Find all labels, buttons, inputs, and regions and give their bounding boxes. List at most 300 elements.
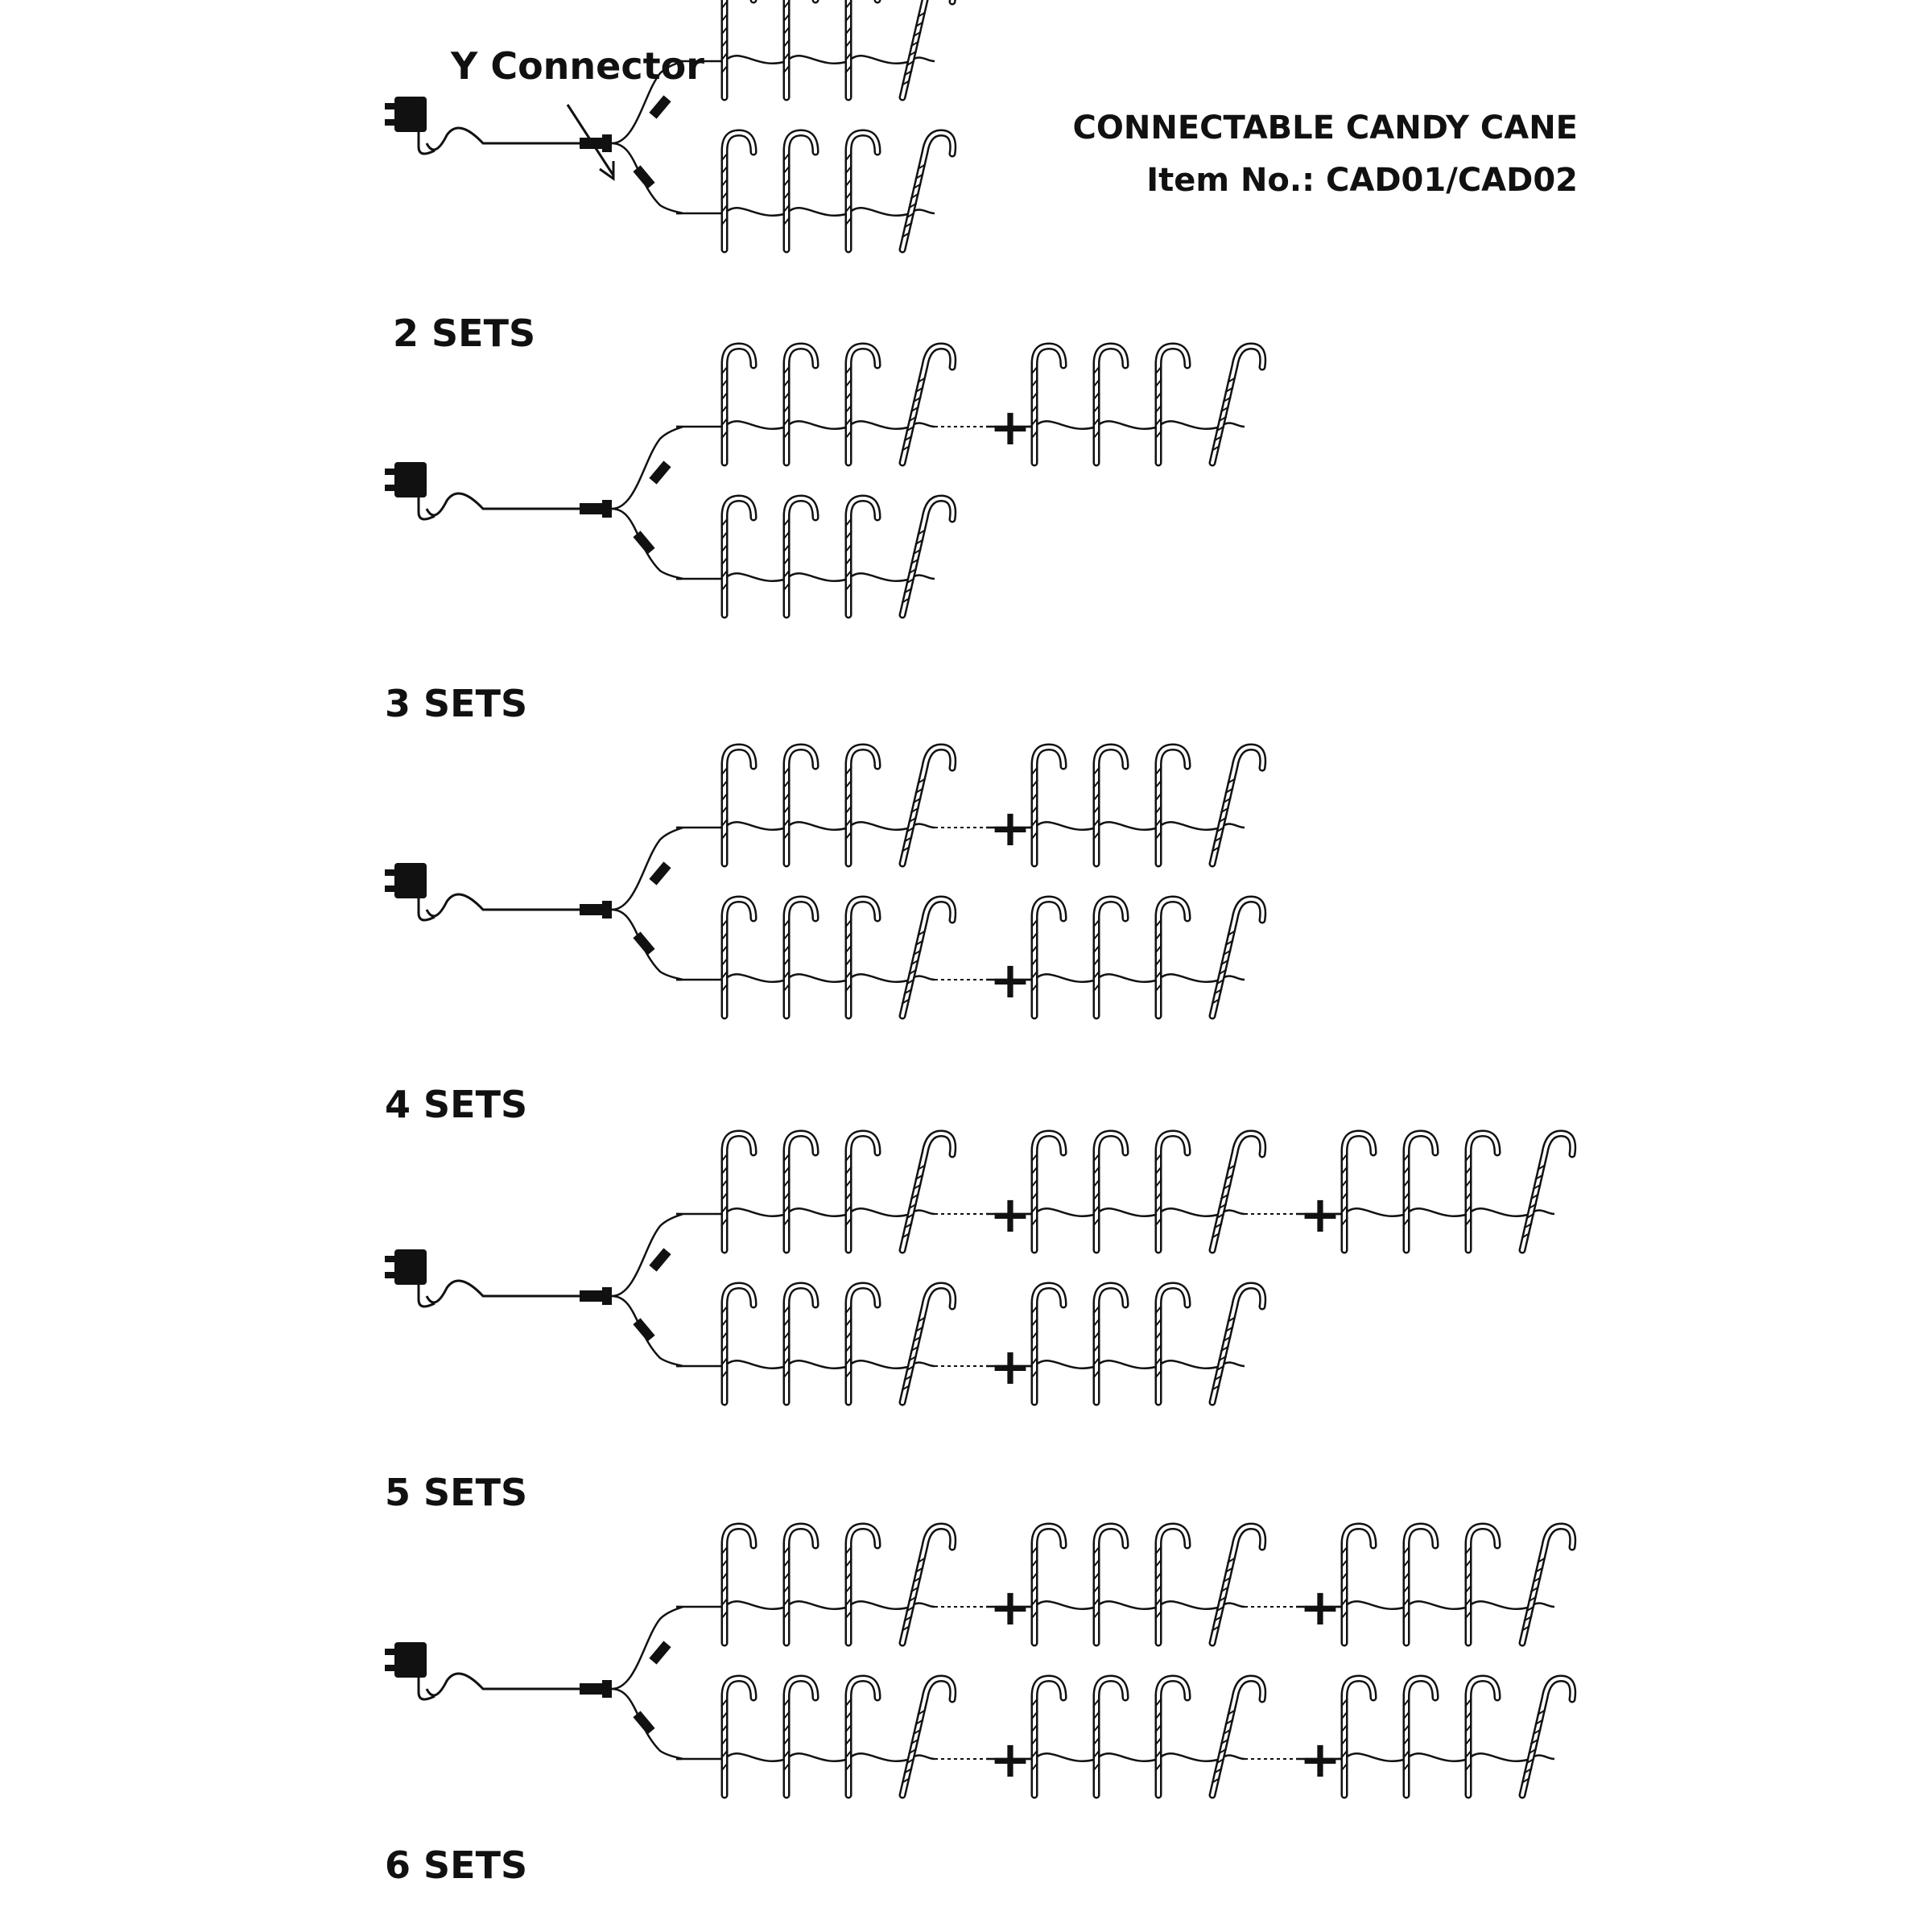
inline-connector [633, 1318, 654, 1341]
candy-cane-icon [1093, 1526, 1125, 1643]
candy-cane-fill [1034, 1526, 1063, 1643]
set-count-label: 2 SETS [393, 312, 536, 355]
inline-connector [633, 165, 654, 188]
y-connector-annotation [450, 44, 704, 179]
candy-cane-icon [845, 498, 877, 615]
candy-cane-outline [1406, 1678, 1435, 1795]
inline-connector [649, 861, 671, 885]
candy-cane-icon [1341, 1526, 1373, 1643]
candy-cane-outline [902, 1133, 953, 1250]
candy-cane-fill [1034, 1133, 1063, 1250]
candy-cane-outline [1034, 1526, 1063, 1643]
candy-cane-icon [1155, 747, 1187, 864]
inline-connector [633, 530, 654, 554]
y-connector-icon [580, 500, 612, 518]
candy-cane-fill [1096, 899, 1125, 1016]
candy-cane-outline [724, 1286, 753, 1402]
candy-cane-fill [1034, 899, 1063, 1016]
candy-cane-icon [1031, 899, 1063, 1016]
candy-cane-fill [1034, 747, 1063, 864]
candy-cane-outline [848, 747, 877, 864]
candy-cane-icon [1155, 346, 1187, 463]
candy-cane-set [676, 346, 987, 463]
adapter-prong [385, 119, 396, 126]
upper-branch [612, 0, 953, 143]
candy-cane-outline [1158, 1286, 1187, 1402]
candy-cane-outline [1096, 346, 1125, 463]
candy-cane-outline [902, 498, 953, 615]
candy-cane-fill [848, 899, 877, 1016]
title-block [1073, 109, 1578, 199]
candy-cane-outline [848, 346, 877, 463]
inline-connector [649, 460, 671, 484]
candy-cane-icon [783, 0, 815, 97]
candy-cane-icon [1212, 899, 1263, 1016]
candy-cane-outline [786, 498, 815, 615]
candy-cane-icon [1341, 1133, 1373, 1250]
adapter-prong [385, 886, 396, 892]
candy-cane-icon [845, 1526, 877, 1643]
candy-cane-fill [1034, 1286, 1063, 1402]
candy-cane-icon [721, 0, 753, 97]
candy-cane-outline [1096, 1526, 1125, 1643]
candy-cane-fill [1096, 346, 1125, 463]
candy-cane-outline [1212, 1133, 1263, 1250]
candy-cane-icon [1341, 1678, 1373, 1795]
candy-cane-icon [783, 133, 815, 250]
trunk-cable [427, 894, 580, 916]
candy-cane-outline [1096, 899, 1125, 1016]
adapter-body [394, 97, 427, 132]
candy-cane-icon [1521, 1526, 1573, 1643]
candy-cane-set [676, 498, 953, 615]
candy-cane-fill [724, 1678, 753, 1795]
inline-connector [633, 931, 654, 955]
candy-cane-fill [786, 1133, 815, 1250]
upper-branch [612, 1526, 1573, 1689]
candy-cane-icon [1212, 1133, 1263, 1250]
candy-cane-fill [786, 1286, 815, 1402]
candy-cane-fill [1096, 1678, 1125, 1795]
candy-cane-outline [848, 0, 877, 97]
set-wire [676, 56, 935, 64]
candy-cane-outline [848, 1678, 877, 1795]
candy-cane-fill [724, 0, 753, 97]
candy-cane-fill [848, 0, 877, 97]
set-wire [676, 1360, 935, 1368]
candy-cane-icon [1212, 747, 1263, 864]
candy-cane-fill [786, 346, 815, 463]
candy-cane-outline [786, 133, 815, 250]
candy-cane-icon [902, 747, 953, 864]
candy-cane-icon [783, 1526, 815, 1643]
candy-cane-fill [724, 1286, 753, 1402]
plus-connector-sign: + [1299, 1185, 1341, 1244]
set-wire [676, 974, 935, 982]
candy-cane-set [676, 1526, 987, 1643]
adapter-prong [385, 1256, 396, 1262]
candy-cane-icon [721, 747, 753, 864]
candy-cane-fill [786, 1526, 815, 1643]
candy-cane-fill [786, 133, 815, 250]
candy-cane-outline [1158, 899, 1187, 1016]
candy-cane-outline [1034, 1133, 1063, 1250]
candy-cane-outline [1096, 1286, 1125, 1402]
inline-connector [649, 95, 671, 118]
candy-cane-outline [1212, 346, 1263, 463]
candy-cane-fill [786, 899, 815, 1016]
lower-branch [612, 899, 1263, 1016]
title-line-2: Item No.: CAD01/CAD02 [1146, 162, 1578, 199]
candy-cane-fill [786, 0, 815, 97]
candy-cane-icon [1093, 1133, 1125, 1250]
candy-cane-icon [1031, 1133, 1063, 1250]
candy-cane-outline [724, 747, 753, 864]
candy-cane-icon [1465, 1133, 1497, 1250]
candy-cane-fill [786, 1678, 815, 1795]
candy-cane-fill [1158, 1133, 1187, 1250]
candy-cane-outline [1096, 747, 1125, 864]
candy-cane-icon [1155, 1133, 1187, 1250]
candy-cane-set [676, 899, 987, 1016]
candy-cane-set [676, 0, 953, 97]
candy-cane-outline [1406, 1133, 1435, 1250]
candy-cane-outline [1212, 899, 1263, 1016]
plus-connector-sign: + [1299, 1730, 1341, 1789]
candy-cane-outline [724, 899, 753, 1016]
set-wire [676, 822, 935, 830]
candy-cane-icon [845, 0, 877, 97]
upper-branch [612, 747, 1263, 910]
candy-cane-outline [724, 498, 753, 615]
plus-connector-sign: + [989, 1578, 1031, 1637]
candy-cane-icon [1155, 1678, 1187, 1795]
candy-cane-icon [1465, 1526, 1497, 1643]
candy-cane-outline [1034, 747, 1063, 864]
candy-cane-icon [721, 346, 753, 463]
plus-connector-sign: + [1299, 1578, 1341, 1637]
candy-cane-fill [848, 133, 877, 250]
candy-cane-fill [848, 498, 877, 615]
candy-cane-icon [721, 899, 753, 1016]
candy-cane-icon [783, 346, 815, 463]
connector-ring [602, 901, 612, 919]
set-wire [676, 1208, 935, 1216]
candy-cane-fill [848, 1678, 877, 1795]
candy-cane-icon [845, 133, 877, 250]
candy-cane-fill [786, 747, 815, 864]
candy-cane-outline [902, 1286, 953, 1402]
upper-branch [612, 1133, 1573, 1296]
y-connector-label: Y Connector [451, 44, 704, 88]
candy-cane-set [986, 1133, 1297, 1250]
set-count-label: 5 SETS [385, 1471, 528, 1514]
candy-cane-outline [724, 1678, 753, 1795]
candy-cane-icon [721, 1678, 753, 1795]
branch-cable [612, 1607, 682, 1689]
candy-cane-icon [783, 747, 815, 864]
candy-cane-fill [724, 747, 753, 864]
trunk-cable [427, 1281, 580, 1302]
candy-cane-icon [902, 1678, 953, 1795]
candy-cane-icon [783, 498, 815, 615]
candy-cane-set [676, 1133, 987, 1250]
plus-connector-sign: + [989, 951, 1031, 1009]
configuration-6-sets [385, 1526, 1573, 1887]
candy-cane-outline [786, 1286, 815, 1402]
candy-cane-icon [721, 1133, 753, 1250]
adapter-body [394, 1249, 427, 1285]
candy-cane-icon [783, 899, 815, 1016]
candy-cane-icon [721, 133, 753, 250]
candy-cane-icon [845, 1678, 877, 1795]
candy-cane-icon [783, 1678, 815, 1795]
candy-cane-outline [902, 1678, 953, 1795]
candy-cane-outline [1468, 1526, 1497, 1643]
candy-cane-fill [1158, 899, 1187, 1016]
lower-branch [612, 498, 953, 615]
set-count-label: 3 SETS [385, 682, 528, 725]
y-connector-icon [580, 901, 612, 919]
candy-cane-fill [724, 346, 753, 463]
candy-cane-outline [1522, 1678, 1573, 1795]
candy-cane-outline [1468, 1133, 1497, 1250]
candy-cane-outline [1158, 346, 1187, 463]
inline-connector [649, 1248, 671, 1271]
lower-branch [612, 1678, 1573, 1795]
candy-cane-set [676, 1678, 987, 1795]
candy-cane-outline [848, 899, 877, 1016]
candy-cane-outline [724, 1133, 753, 1250]
candy-cane-fill [724, 899, 753, 1016]
candy-cane-icon [1031, 1286, 1063, 1402]
candy-cane-fill [1096, 747, 1125, 864]
candy-cane-fill [1344, 1678, 1373, 1795]
candy-cane-icon [902, 346, 953, 463]
candy-cane-fill [1406, 1678, 1435, 1795]
candy-cane-outline [902, 1526, 953, 1643]
candy-cane-icon [1403, 1133, 1435, 1250]
candy-cane-icon [1521, 1133, 1573, 1250]
plus-connector-sign: + [989, 799, 1031, 857]
inline-connector [633, 1711, 654, 1734]
set-wire [676, 1753, 935, 1761]
plus-connector-sign: + [989, 1185, 1031, 1244]
candy-cane-outline [1158, 1133, 1187, 1250]
candy-cane-outline [848, 498, 877, 615]
candy-cane-icon [902, 1133, 953, 1250]
candy-cane-outline [1212, 747, 1263, 864]
candy-cane-fill [1158, 747, 1187, 864]
title-line-1: CONNECTABLE CANDY CANE [1072, 109, 1578, 147]
connector-ring [602, 1680, 612, 1698]
candy-cane-icon [1031, 1526, 1063, 1643]
candy-cane-icon [1031, 747, 1063, 864]
candy-cane-fill [1096, 1526, 1125, 1643]
candy-cane-outline [902, 0, 953, 97]
candy-cane-outline [1158, 1678, 1187, 1795]
candy-cane-icon [1521, 1678, 1573, 1795]
candy-cane-icon [1093, 899, 1125, 1016]
candy-cane-outline [786, 0, 815, 97]
candy-cane-icon [721, 1526, 753, 1643]
candy-cane-outline [902, 899, 953, 1016]
trunk-cable [427, 1674, 580, 1695]
candy-cane-outline [724, 346, 753, 463]
candy-cane-outline [1212, 1526, 1263, 1643]
candy-cane-outline [724, 0, 753, 97]
candy-cane-fill [1406, 1526, 1435, 1643]
configuration-4-sets [385, 747, 1263, 1126]
candy-cane-outline [1034, 899, 1063, 1016]
candy-cane-set [986, 1526, 1297, 1643]
candy-cane-icon [902, 133, 953, 250]
candy-cane-outline [1034, 1286, 1063, 1402]
set-count-label: 4 SETS [385, 1083, 528, 1126]
candy-cane-fill [1344, 1133, 1373, 1250]
adapter-prong [385, 869, 396, 876]
adapter-body [394, 1642, 427, 1678]
candy-cane-icon [902, 0, 953, 97]
candy-cane-outline [848, 1526, 877, 1643]
candy-cane-icon [902, 1286, 953, 1402]
candy-cane-icon [721, 1286, 753, 1402]
candy-cane-outline [1158, 1526, 1187, 1643]
candy-cane-outline [1344, 1133, 1373, 1250]
candy-cane-outline [1468, 1678, 1497, 1795]
candy-cane-outline [786, 747, 815, 864]
plus-connector-sign: + [989, 1730, 1031, 1789]
lower-branch [612, 1286, 1263, 1402]
plus-connector-sign: + [989, 1337, 1031, 1396]
candy-cane-fill [1034, 346, 1063, 463]
candy-cane-fill [848, 1133, 877, 1250]
candy-cane-fill [848, 747, 877, 864]
candy-cane-outline [1344, 1526, 1373, 1643]
configurations [385, 0, 1573, 1887]
y-connector-icon [580, 1680, 612, 1698]
connector-ring [602, 500, 612, 518]
trunk-cable [427, 493, 580, 515]
candy-cane-fill [724, 1133, 753, 1250]
candy-cane-icon [1031, 346, 1063, 463]
candy-cane-outline [724, 133, 753, 250]
candy-cane-icon [783, 1133, 815, 1250]
adapter-body [394, 863, 427, 898]
adapter-prong [385, 485, 396, 491]
adapter-prong [385, 1272, 396, 1278]
candy-cane-set [676, 133, 953, 250]
candy-cane-icon [845, 899, 877, 1016]
set-wire [676, 1601, 935, 1609]
candy-cane-icon [721, 498, 753, 615]
candy-cane-outline [902, 133, 953, 250]
candy-cane-icon [1465, 1678, 1497, 1795]
candy-cane-fill [724, 1526, 753, 1643]
set-wire [676, 421, 935, 429]
candy-cane-outline [902, 747, 953, 864]
candy-cane-fill [786, 498, 815, 615]
candy-cane-icon [1212, 1678, 1263, 1795]
candy-cane-outline [1212, 1286, 1263, 1402]
connector-ring [602, 1287, 612, 1305]
configuration-3-sets [385, 346, 1263, 725]
candy-cane-outline [1158, 747, 1187, 864]
candy-cane-outline [1212, 1678, 1263, 1795]
candy-cane-icon [1093, 1678, 1125, 1795]
candy-cane-outline [786, 899, 815, 1016]
connector-ring [602, 134, 612, 152]
candy-cane-outline [1096, 1678, 1125, 1795]
configuration-5-sets [385, 1133, 1573, 1514]
candy-cane-outline [848, 1133, 877, 1250]
candy-cane-icon [1093, 346, 1125, 463]
candy-cane-outline [786, 1133, 815, 1250]
set-wire [676, 573, 935, 581]
candy-cane-icon [1212, 346, 1263, 463]
candy-cane-set [676, 1286, 987, 1402]
inline-connector [649, 1641, 671, 1664]
adapter-prong [385, 469, 396, 475]
candy-cane-outline [902, 346, 953, 463]
candy-cane-fill [724, 498, 753, 615]
candy-cane-icon [845, 1133, 877, 1250]
candy-cane-icon [845, 1286, 877, 1402]
candy-cane-fill [1406, 1133, 1435, 1250]
lower-branch [612, 133, 953, 250]
candy-cane-icon [1155, 1526, 1187, 1643]
candy-cane-icon [1093, 1286, 1125, 1402]
candy-cane-fill [1158, 1678, 1187, 1795]
candy-cane-outline [1522, 1133, 1573, 1250]
candy-cane-icon [1093, 747, 1125, 864]
trunk-cable [427, 128, 580, 150]
candy-cane-icon [1155, 899, 1187, 1016]
candy-cane-outline [1522, 1526, 1573, 1643]
candy-cane-icon [783, 1286, 815, 1402]
candy-cane-icon [1403, 1678, 1435, 1795]
candy-cane-icon [1031, 1678, 1063, 1795]
candy-cane-set [986, 1678, 1297, 1795]
candy-cane-outline [1096, 1133, 1125, 1250]
upper-branch [612, 346, 1263, 509]
adapter-prong [385, 1665, 396, 1671]
candy-cane-outline [724, 1526, 753, 1643]
candy-cane-outline [786, 346, 815, 463]
candy-cane-icon [1212, 1526, 1263, 1643]
candy-cane-icon [902, 899, 953, 1016]
candy-cane-set [676, 747, 987, 864]
candy-cane-fill [1034, 1678, 1063, 1795]
candy-cane-fill [848, 1286, 877, 1402]
candy-cane-icon [902, 498, 953, 615]
plus-connector-sign: + [989, 398, 1031, 456]
candy-cane-outline [1344, 1678, 1373, 1795]
set-wire [676, 208, 935, 216]
candy-cane-icon [1155, 1286, 1187, 1402]
candy-cane-outline [786, 1526, 815, 1643]
candy-cane-fill [1158, 1526, 1187, 1643]
branch-cable [612, 1214, 682, 1296]
candy-cane-fill [1468, 1526, 1497, 1643]
candy-cane-fill [1096, 1133, 1125, 1250]
candy-cane-fill [1468, 1133, 1497, 1250]
y-connector-icon [580, 1287, 612, 1305]
candy-cane-icon [1403, 1526, 1435, 1643]
candy-cane-outline [1034, 1678, 1063, 1795]
candy-cane-fill [1158, 346, 1187, 463]
candy-cane-outline [786, 1678, 815, 1795]
